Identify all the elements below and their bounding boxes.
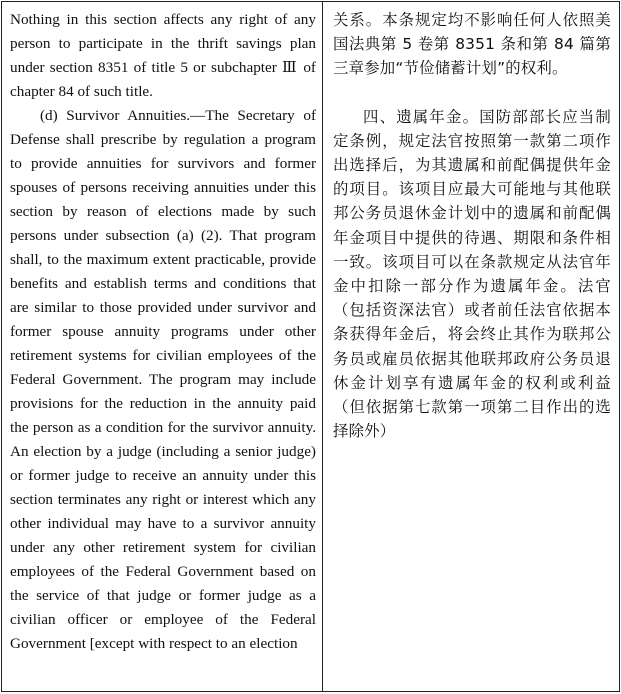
bilingual-table [1,1,620,692]
chinese-paragraph-1: 关系。本条规定均不影响任何人依照美国法典第 5 卷第 8351 条和第 84 篇第三章参加“节俭储蓄计划”的权利。 [333,11,611,78]
chinese-column [323,2,619,691]
english-column [2,2,323,691]
english-paragraph-2: (d) Survivor Annuities.—The Secretary of Defense shall prescribe by regulation a program to provide annuities for survivors and former spouses of persons receiving annuities under this section by reason of elections made by such persons under subsection (a) (2). That program shall, to the maximum extent practicable, provide benefits and establish terms and conditions that are similar to those provided under survivor and former spouse annuity programs under other retirement systems for civilian employees of the Federal Government. The program may include provisions for the reduction in the annuity paid the person as a condition for the survivor annuity. An election by a judge (including a senior judge) or former judge to receive an annuity under this section terminates any right or interest which any other individual may have to a survivor annuity under any other retirement system for civilian employees of the Federal Government based on the service of that judge or former judge as a civilian officer or employee of the Federal Government [except with respect to an election [10,107,316,652]
paragraph-gap [333,81,611,105]
english-paragraph-1: Nothing in this section affects any right of any person to participate in the thrift savings plan under section 8351 of title 5 or subchapter Ⅲ of chapter 84 of such title. [10,11,316,100]
chinese-paragraph-2: 四、遗属年金。国防部部长应当制定条例，规定法官按照第一款第二项作出选择后，为其遗属和前配偶提供年金的项目。该项目应最大可能地与其他联邦公务员退休金计划中的遗属和前配偶年金项目中提供的待遇、期限和条件相一致。该项目可以在条款规定从法官年金中扣除一部分作为遗属年金。法官（包括资深法官）或者前任法官依据本条获得年金后，将会终止其作为联邦公务员或雇员依据其他联邦政府公务员退休金计划享有遗属年金的权利或利益（但依据第七款第一项第二目作出的选择除外） [333,107,611,441]
